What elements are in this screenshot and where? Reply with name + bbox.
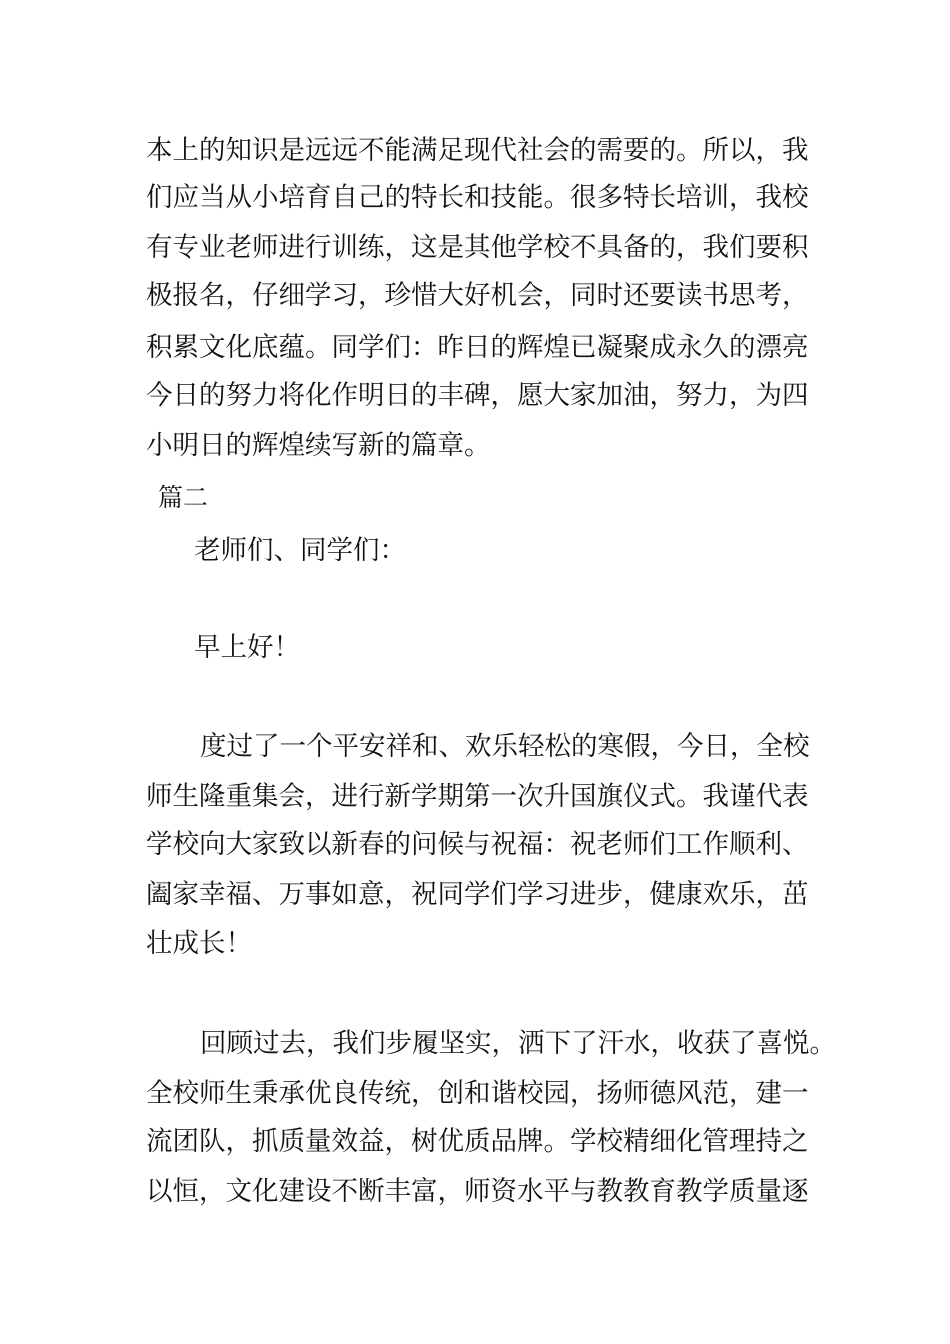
text-line: 们应当从小培育自己的特长和技能。很多特长培训，我校 [146, 182, 809, 213]
text-line: 全校师生秉承优良传统，创和谐校园，扬师德风范，建一 [146, 1078, 809, 1109]
section-heading: 篇二 [158, 483, 209, 512]
text-line: 回顾过去，我们步履坚实，洒下了汗水，收获了喜悦。 [200, 1028, 836, 1059]
text-line: 师生隆重集会，进行新学期第一次升国旗仪式。我谨代表 [146, 781, 809, 812]
text-line: 本上的知识是远远不能满足现代社会的需要的。所以，我 [146, 135, 809, 166]
salutation: 老师们、同学们： [194, 535, 406, 566]
text-line: 流团队，抓质量效益，树优质品牌。学校精细化管理持之 [146, 1126, 809, 1157]
text-line: 积累文化底蕴。同学们：昨日的辉煌已凝聚成永久的漂亮 [146, 332, 809, 363]
text-line: 壮成长！ [146, 928, 252, 959]
text-line: 有专业老师进行训练，这是其他学校不具备的，我们要积 [146, 232, 809, 263]
greeting: 早上好！ [194, 632, 300, 663]
text-line: 小明日的辉煌续写新的篇章。 [146, 430, 491, 461]
text-line: 学校向大家致以新春的问候与祝福：祝老师们工作顺利、 [146, 829, 809, 860]
text-line: 极报名，仔细学习，珍惜大好机会，同时还要读书思考， [146, 280, 809, 311]
text-line: 阖家幸福、万事如意，祝同学们学习进步，健康欢乐，茁 [146, 879, 809, 910]
text-line: 以恒，文化建设不断丰富，师资水平与教教育教学质量逐 [146, 1176, 809, 1207]
text-line: 度过了一个平安祥和、欢乐轻松的寒假，今日，全校 [200, 731, 810, 762]
text-line: 今日的努力将化作明日的丰碑，愿大家加油，努力，为四 [146, 380, 809, 411]
